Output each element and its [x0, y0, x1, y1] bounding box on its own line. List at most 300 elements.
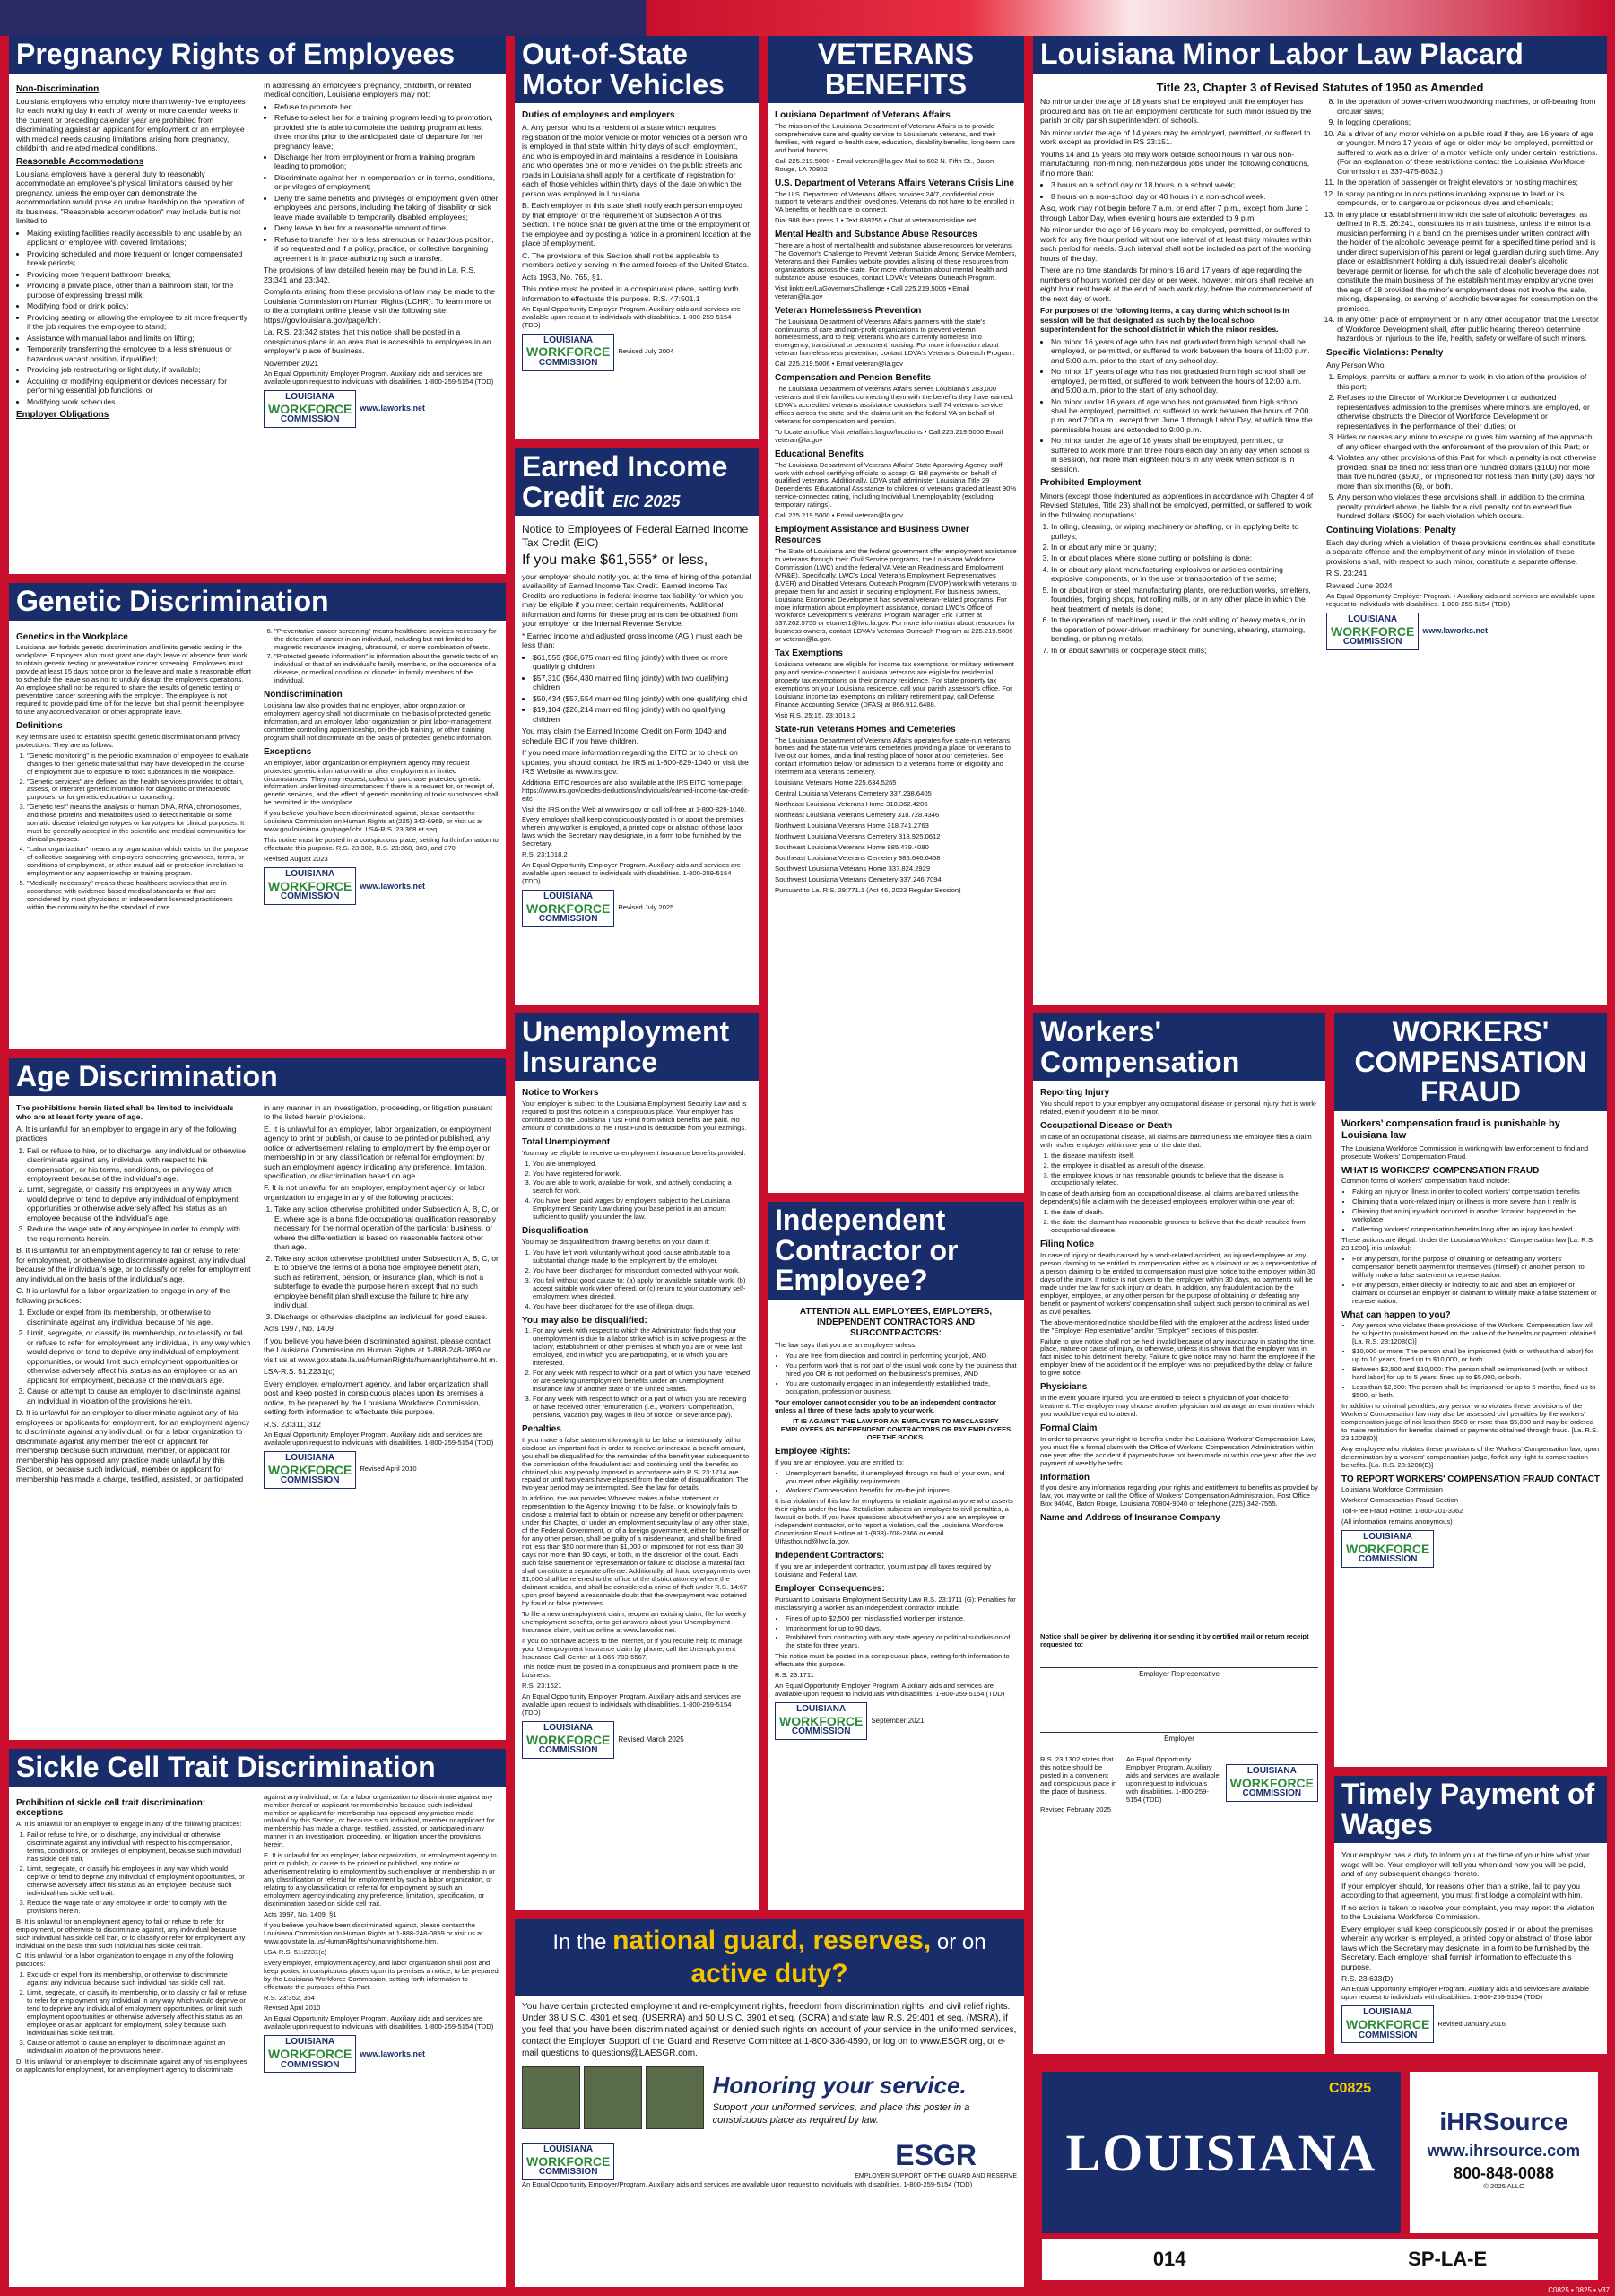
paragraph: There are a host of mental health and substance abuse resources for veterans. The Governor's Challenge to Prevent Veteran Suicide Among Service Members, Veterans and their Families website provides a listing of these resources from organizations across the state. For more information about mental health and substance abuse resources, contact LDVA's Veterans Outreach Program.: [775, 241, 1017, 282]
paragraph: Notice shall be given by delivering it or sending it by certified mail or return receipt requested to:: [1040, 1631, 1309, 1648]
section-title: Sickle Cell Trait Discrimination: [9, 1749, 506, 1787]
list-item: • Any person who violates these provisions of the Workers' Compensation law will be subject to punishment based on the value of the benefits or payment obtained. [La. R.S. 23:1208(C)]: [1352, 1322, 1600, 1346]
list-item: Louisiana Veterans Home 225.634.5265: [775, 778, 897, 787]
employer-representative-line: Employer Representative: [1040, 1667, 1318, 1678]
list-item: Northeast Louisiana Veterans Home 318.362.4206: [775, 800, 928, 809]
heading: Educational Benefits: [775, 448, 864, 459]
list-item: Southeast Louisiana Veterans Home 985.479.4080: [775, 843, 929, 852]
paragraph: This notice must be posted in a conspicuous place, setting forth information to effectuate this purpose. R.S. 47:501.1: [522, 284, 739, 303]
heading: U.S. Department of Veterans Affairs Veterans Crisis Line: [775, 178, 1014, 188]
contact-line: Toll-Free Fraud Hotline: 1-800-201-3362: [1341, 1507, 1463, 1516]
paragraph: Call 225.219.5006 • Email veteran@la.gov: [775, 360, 903, 369]
paragraph: Dial 988 then press 1 • Text 838255 • Chat at veteranscrisisline.net: [775, 216, 977, 225]
list-item: 1. Employs, permits or suffers a minor to work in violation of the provision of this part;: [1337, 372, 1600, 391]
list-item: 1. "Genetic monitoring" is the periodic examination of employees to evaluate changes to their genetic material that may have developed in the course of employment due to exposure to toxic substances in the workplace.: [27, 752, 251, 777]
contact-line: (All information remains anonymous): [1341, 1518, 1453, 1526]
paragraph: Any employee who violates these provisions of the Workers' Compensation law, upon determination by a workers' compensation judge, forfeit any right to compensation benefits. [La. R.S. 23:1208(E)]: [1341, 1444, 1600, 1469]
eoe-notice: An Equal Opportunity Employer Program. Auxiliary aids and services are available upon request to individuals with disabilities. 1-800-259-5154 (TDD): [1341, 1985, 1590, 2002]
list-item: 6. In the operation of machinery used in the cold rolling of heavy metals, or in the operation of power-driven machinery for punching, shearing, stamping, bending, or planing metals;: [1051, 615, 1314, 643]
list-item: Northwest Louisiana Veterans Cemetery 318.925.0612: [775, 832, 941, 841]
list-item: 3. For any week with respect to which or a part of which you are receiving or have received other remuneration (i.e., Workers' Compensation, pensions, vacation pay, wages in lieu of notice, or severance pay).: [533, 1396, 751, 1420]
version-code: C0825 • 0825 • v37: [1548, 2286, 1610, 2294]
list-item: 4. You have been paid wages by employers subject to the Louisiana Employment Security Law during your base period in an amount sufficient to qualify you under the law.: [533, 1197, 751, 1222]
paragraph: F. It is not unlawful for an employer, employment agency, or labor organization to engage in any of the following practices:: [264, 1183, 486, 1202]
paragraph: The State of Louisiana and the federal government offer employment assistance to veterans through their Civil Service programs, the Louisiana Workforce Commission (LWC) and the federal VA Veteran Readiness and Employment (VR&E). Specifically, LWC's Local Veterans Employment Representatives (LVER) and Disabled Veterans Outreach Program (DVOP) work with veterans to prepare them for and assist in securing employment. For business owners, Louisiana Economic Development has several veteran-related programs. For more information about employment assistance, contact LWC's Office of Workforce Development's Veterans' Program Manager Eric Turner at 337.262.5750 or eturner1@lwc.la.gov. For more information about resources for business owners, contact LDVA's Veterans Outreach Program at 225.219.5006 or veteran@la.gov.: [775, 546, 1017, 644]
national-guard-section: [515, 1919, 1024, 2287]
heading: Employment Assistance and Business Owner Resources: [775, 525, 969, 546]
paragraph: Acts 1997, No. 1409: [264, 1324, 334, 1334]
heading: WHAT IS WORKERS' COMPENSATION FRAUD: [1341, 1165, 1540, 1176]
list-item: • 8 hours on a non-school day or 40 hours in a non-school week.: [1051, 192, 1314, 201]
independent-contractor-section: [768, 1202, 1024, 1910]
lwc-logo: LOUISIANA WORKFORCE COMMISSION: [1226, 1760, 1318, 1807]
list-item: • Providing more frequent bathroom breaks;: [27, 270, 251, 279]
list-item: • Assistance with manual labor and limits on lifting;: [27, 334, 251, 343]
paragraph: Acts 1993, No. 765, §1.: [522, 272, 603, 282]
list-item: 14. In any other place of employment or in any other occupation that the Director of Workforce Development shall, after public hearing thereon determine hazardous or injurious to the life, health, safety or welfare of such minors.: [1337, 315, 1600, 343]
list-item: 3. Cause or attempt to cause an employer to discriminate against an individual in violation of the provisions herein.: [27, 2039, 251, 2056]
paragraph: If you believe you have been discriminated against, please contact the Louisiana Commission on Human Rights at (225) 342-6969, or visit us at www.gov.louisiana.gov/page/lchr. LSA-R.S. 23:368 et seq.: [264, 809, 483, 834]
paragraph: A. It is unlawful for an employer to engage in any of the following practices:: [16, 1124, 237, 1144]
paragraph: Complaints arising from these provisions of law may be made to the Louisiana Commission on Human Rights (LCHR). To learn more or to file a complaint online please visit the following site: https://gov.louisiana.gov/page/lchr.: [264, 287, 495, 325]
lwc-logo: LOUISIANA WORKFORCE COMMISSION Revised July 2004: [522, 334, 751, 371]
paragraph: R.S. 23:1018.2: [522, 850, 568, 859]
paragraph: Additional EITC resources are also available at the IRS EITC home page: https://www.irs.gov/credits-deductions/individuals/earned-income-tax-credit-eitc: [522, 778, 750, 803]
paragraph: A. Any person who is a resident of a state which requires registration of the motor vehicle or motor vehicles of a person who is employed in that state within thirty days of such employment, and who is employed in and maintains a residence in Louisiana and who operates one or more vehicles on the public streets and roads in Louisiana shall apply for a certificate of registration for each of those vehicles within thirty days of the date on which the person was employed in Louisiana.: [522, 123, 748, 198]
list-item: 2. "Genetic services" are defined as the health services provided to obtain, assess, or interpret genetic information for diagnostic or therapeutic purposes, or for genetic education or counseling.: [27, 778, 251, 803]
list-item: 1. the disease manifests itself.: [1051, 1152, 1318, 1161]
paragraph: If you are an independent contractor, you must pay all taxes required by Louisiana and Federal Law.: [775, 1561, 992, 1578]
paragraph: This notice must be posted in a conspicuous place, setting forth information to effectuate this purpose.: [775, 1652, 1010, 1669]
employer-line: Employer: [1040, 1732, 1318, 1743]
pregnancy-rights-section: [9, 36, 506, 574]
revision-date: Revised April 2010: [264, 2004, 321, 2013]
lwc-logo: LOUISIANA WORKFORCE COMMISSION www.laworks.net: [264, 2035, 499, 2073]
paragraph: Pursuant to Louisiana Employment Security Law R.S. 23:1711 (G): Penalties for misclassifying a worker as an independent contractor include:: [775, 1595, 1016, 1612]
list-item: • Deny the same benefits and privileges of employment given other employees and persons, including the taking of disability or sick leave made available to temporarily disabled employees;: [274, 194, 499, 222]
paragraph: Your employer cannot consider you to be an independent contractor unless all three of these facts apply to your work.: [775, 1398, 997, 1415]
esgr-logo: ESGR EMPLOYER SUPPORT OF THE GUARD AND RESERVE: [855, 2139, 1017, 2180]
subtitle: Title 23, Chapter 3 of Revised Statutes of 1950 as Amended: [1156, 80, 1484, 94]
paragraph: Pursuant to La. R.S. 29:771.1 (Act 46, 2023 Regular Session): [775, 885, 961, 894]
list-item: 2. For any week with respect to which or a part of which you have received or are seeking unemployment benefits under an unemployment insurance law of another state or the United States.: [533, 1370, 751, 1394]
paragraph: You should report to your employer any occupational disease or personal injury that is work-related, even if you deem it to be minor.: [1040, 1099, 1317, 1116]
heading: Formal Claim: [1040, 1422, 1098, 1433]
list-item: • Unemployment benefits, if unemployed through no fault of your own, and you meet other eligibility requirements.: [786, 1470, 1017, 1486]
workers-comp-fraud-section: [1334, 1013, 1607, 1767]
paragraph: Louisiana law forbids genetic discrimination and limits genetic testing in the workplace. Employers also must grant one day's leave of absence from work to obtain genetic testing or preventative cancer screening. Employees must provide at least 15 days notice prior to the leave and make a reasonable effort to schedule the leave so as not to unduly disrupt the employer's operations. An employee shall not be required to share the results of genetic testing or preventative cancer screening with the employer. The employee is not required to provide paid time off for the leave, but shall permit the employee to use any accrued vacation or other appropriate leave.: [16, 643, 252, 717]
eoe-notice: An Equal Opportunity Employer Program. Auxiliary aids and services are available upon request to individuals with disabilities. 1-800-259-5154 (TDD): [264, 370, 494, 387]
list-item: 12. In spray painting or in occupations involving exposure to lead or its compounds, or to dangerous or poisonous dyes and chemicals;: [1337, 189, 1600, 208]
earned-income-credit-section: [515, 448, 759, 1004]
list-item: 2. Limit, segregate, or classify his employees in any way which would deprive or tend to deprive any individual of employment opportunities, or otherwise adversely affect his status as an employee, because such individual has sickle cell trait.: [27, 1866, 251, 1898]
paragraph: R.S. 23:1711: [775, 1671, 814, 1680]
minor-labor-section: [1033, 36, 1607, 1004]
paragraph: Acts 1997, No. 1409, §1: [264, 1909, 337, 1918]
revision-date: Revised February 2025: [1040, 1805, 1111, 1814]
list-item: • Acquiring or modifying equipment or devices necessary for performing essential job functions; or: [27, 377, 251, 396]
paragraph: An employer, labor organization or employment agency may request protected genetic information with or after employment in limited circumstances. They may request, collect or purchase protected genetic information under limited circumstances if there is a request for, or receipt of, genetic services, and the effect of genetic monitoring of toxic substances shall be permitted in the workplace.: [264, 758, 499, 807]
section-title: Out-of-State Motor Vehicles: [515, 36, 759, 103]
contact-line: Louisiana Workforce Commission: [1341, 1485, 1443, 1494]
list-item: 9. In logging operations;: [1337, 117, 1600, 126]
paragraph: R.S. 23:352, 354: [264, 1993, 315, 2002]
paragraph: If you believe you have been discriminated against, please contact the Louisiana Commission on Human Rights at 1-888-248-0859 or visit us at www.gov.state.la.us/HumanRights/humanrightshome.ht m.: [264, 1335, 498, 1364]
paragraph: LSA-R.S. 51:2231(c): [264, 1947, 327, 1956]
eoe-notice: An Equal Opportunity Employer Program. • Auxiliary aids and services are available upon request to individuals with disabilities. 1-800-259-5154 (TDD): [1326, 592, 1595, 609]
genetic-discrimination-section: [9, 583, 506, 1049]
list-item: • Providing a private place, other than a bathroom stall, for the purpose of expressing breast milk;: [27, 281, 251, 300]
heading: Duties of employees and employers: [522, 110, 675, 121]
veterans-benefits-section: [768, 36, 1024, 1193]
list-item: • Less than $2,500: The person shall be imprisoned for up to 6 months, fined up to $500, or both.: [1352, 1384, 1600, 1400]
list-item: 3. the employee knows or has reasonable grounds to believe that the disease is occupationally related.: [1051, 1172, 1318, 1188]
list-item: 2. You have registered for work.: [533, 1170, 751, 1178]
list-item: 2. Limit, segregate, or classify its membership, or to classify or fail or refuse to refer for employment any individual in any way which would deprive or tend to deprive any individual of employment opportunities, or limit such employment opportunities or otherwise adversely affect his status as an employee or as an applicant for employment, solely because such individual has sickle cell trait.: [27, 1989, 251, 2038]
list-item: 7. In or about sawmills or cooperage stock mills;: [1051, 646, 1314, 655]
paragraph: The Louisiana Department of Veterans Affairs' State Approving Agency staff work with school certifying officials to accept GI Bill payments on behalf of qualified veterans. Additionally, LDVA staff administer Louisiana Title 29 Dependents' Educational Assistance to children of veterans graded at least 90% service-connected rating, including Individual Unemployability (excluding temporary ratings).: [775, 460, 1017, 509]
paragraph: Minors (except those indentured as apprentices in accordance with Chapter 4 of Revised Statutes, Title 23) shall not be employed, permitted, or suffered to work in the following occupations:: [1040, 491, 1314, 519]
paragraph: This notice must be posted in a conspicuous place, setting forth information to effectuate this purpose. R.S. 23:302, R.S. 23:368, 369, and 370: [264, 836, 499, 853]
paragraph: Visit R.S. 25:15, 23:1018.2: [775, 710, 856, 719]
paragraph: D. It is unlawful for an employer to discriminate against any of his employees or applicants for employment, for an employment agency to discriminate against any individual, or for a labor organization to discriminate against any member thereof or applicant for membership because such individual, member or applicant for membership has opposed any practice made unlawful by this Section, or because such individual, member or applicant for membership has made a charge, testified, assisted, or participated in any manner in an investigation, proceeding, or litigation under the provisions herein.: [16, 1792, 495, 2074]
paragraph: You may be eligible to receive unemployment insurance benefits provided:: [522, 1148, 746, 1157]
list-item: • $10,000 or more: The person shall be imprisoned (with or without hard labor) for up to 10 years, fined up to $10,000, or both.: [1352, 1348, 1600, 1364]
list-item: 10. As a driver of any motor vehicle on a public road if they are 16 years of age or younger. Minors 17 years of age or older may be employed, permitted or suffered to work as a driver of a motor vehicle only under certain restrictions. (For an explanation of these restrictions contact the Louisiana Workforce Commission at 337-475-8032.): [1337, 129, 1600, 176]
heading: Reasonable Accommodations: [16, 156, 144, 167]
list-item: • No minor 17 years of age who has not graduated from high school shall be employed, permitted, or suffered to work between the hours of 12:00 a.m. and 5:00 a.m. prior to the start of any school day.: [1051, 367, 1314, 395]
paragraph: Every employer, employment agency, and labor organization shall post and keep posted in conspicuous places upon its premises a notice, to be prepared by the Louisiana Workforce Commission, setting forth information to effectuate the purposes of this Part.: [264, 1958, 499, 1991]
paragraph: To file a new unemployment claim, reopen an existing claim, file for weekly unemployment benefits, or to get answers about your Unemployment Insurance claim, visit us online at www.laworks.net.: [522, 1609, 747, 1634]
list-item: • Providing scheduled and more frequent or longer compensated break periods;: [27, 249, 251, 268]
heading: Employee Rights:: [775, 1446, 851, 1457]
revision-date: Revised August 2023: [264, 855, 328, 864]
paragraph: E. It is unlawful for an employer, labor organization, or employment agency to print or publish, or cause to be printed or published, any notice or advertisement relating to employment by such employer or membership in or any classification or referral for employment by such a labor organization, or relating to any classification or referral for employment by such an employment agency indicating any preference, limitation, specification, or discrimination based on sickle cell trait.: [264, 1851, 497, 1908]
list-item: 1. Take any action otherwise prohibited under Subsection A, B, C, or E, where age is a bona fide occupational qualification reasonably necessary for the normal operation of the particular business, or where the differentiation is based on reasonable factors other than age.: [274, 1205, 499, 1251]
out-of-state-vehicles-section: [515, 36, 759, 439]
list-item: • Discriminate against her in compensation or in terms, conditions, or privileges of employment;: [274, 173, 499, 192]
list-item: 3. Hides or causes any minor to escape or gives him warning of the approach of any officer charged with the enforcement of the provision of this Part; or: [1337, 432, 1600, 451]
lwc-logo: LOUISIANA WORKFORCE COMMISSION www.laworks.net: [264, 867, 499, 905]
section-title: Age Discrimination: [9, 1058, 506, 1096]
paragraph: The above-mentioned notice should be filed with the employer at the address listed under the "Employer Representative" and/or "Employer" sections of this poster.: [1040, 1318, 1310, 1335]
list-item: • Refuse to select her for a training program leading to promotion, provided she is able to complete the training program at least three months prior to the anticipated date of departure for her pregnancy leave;: [274, 113, 499, 151]
list-item: 13. In any place or establishment in which the sale of alcoholic beverages, as defined in R.S. 26:241, constitutes its main business, unless the minor is a musician performing in a band on the premises under written contract with the holder of the alcoholic beverage permit for a specified time period and is under direct supervision of his parent or legal guardian during such time. Any place or establishment holding a duly issued retail dealer's alcoholic beverage permit or license, for which the sale of alcoholic beverage does not constitute the main business of the establishment may employ anyone over the age of 18 provided the minor's employment does not involve the sale, mixing, dispensing, or serving of alcoholic beverages for consumption on the premises.: [1337, 210, 1600, 313]
heading: Prohibited Employment: [1040, 478, 1142, 489]
list-item: 3. Reduce the wage rate of any employee in order to comply with the requirements herein.: [27, 1224, 251, 1243]
paragraph: The Louisiana Department of Veterans Affairs serves Louisiana's 283,000 veterans and their families connecting them with the benefits they have earned. LDVA's accredited veterans assistance counselors staff 74 veterans service offices across the state and the claims unit on the federal VA on behalf of veterans for compensation and pension.: [775, 385, 1014, 425]
eoe-notice: An Equal Opportunity Employer Program. Auxiliary aids and services are available upon request to individuals with disabilities. 1-800-259-5154 (TDD): [522, 861, 741, 886]
list-item: 5. "Medically necessary" means those healthcare services that are in accordance with evidence-based medical standards or that are considered by most physicians or independent licensed practitioners within the community to be the standard of care.: [27, 880, 251, 912]
heading: Exceptions: [264, 746, 312, 757]
list-item: • Providing job restructuring or light duty, if available;: [27, 365, 251, 374]
heading: Non-Discrimination: [16, 83, 100, 94]
paragraph: If no action is taken to resolve your complaint, you may report the violation to the Louisiana Workforce Commission.: [1341, 1902, 1595, 1922]
section-title: Earned Income Credit EIC 2025: [515, 448, 759, 516]
list-item: 1. For any week with respect to which the Administrator finds that your unemployment is due to a labor strike which is in active progress at the factory, establishment or other premises at which you are or were last employed, and in which you are participating, or in which you are interested.: [533, 1327, 751, 1368]
list-item: 3. "Genetic test" means the analysis of human DNA, RNA, chromosomes, and those proteins and metabolites used to detect heritable or some somatic disease related genotypes or karyotypes for clinical purposes. It must be generally accepted in the scientific and medical communities for clinical purposes.: [27, 804, 251, 844]
list-item: 1. the date of death.: [1051, 1209, 1318, 1217]
eoe-notice: An Equal Opportunity Employer Program. Auxiliary aids and services are available upon request to individuals with disabilities. 1-800-259-5154 (TDD): [522, 1692, 741, 1718]
heading: Compensation and Pension Benefits: [775, 373, 931, 384]
paragraph: Visit the IRS on the Web at www.irs.gov or call toll-free at 1-800-829-1040.: [522, 804, 747, 813]
section-title: VETERANS BENEFITS: [768, 36, 1024, 103]
heading: Penalties: [522, 1423, 561, 1434]
paragraph: Every employer, employment agency, and labor organization shall post and keep posted in conspicuous places upon its premises a notice, to be prepared by the Louisiana Workforce Commission, setting forth information to effectuate this purpose.: [264, 1378, 489, 1417]
list-item: • Deny leave to her for a reasonable amount of time;: [274, 223, 499, 232]
paragraph: Failure to give notice shall not be held invalid because of any inaccuracy in stating the time, place, nature or cause of injury, or otherwise, unless it is shown that the employer was in fact misled to his detriment thereby. Failure to give notice may not harm the employee if the employer knew of the accident or if the employer was not prejudiced by the delay or failure to give notice.: [1040, 1336, 1315, 1378]
list-item: • Modifying food or drink policy;: [27, 301, 251, 310]
list-item: • For any person, either directly or indirectly, to aid and abet an employer or claimant or counsel an employer or claimant to willfully make a false statement or representation.: [1352, 1282, 1600, 1306]
paragraph: Louisiana employers have a general duty to reasonably accommodate an employee's physical limitations caused by her pregnancy, unless the employer can demonstrate the accommodation would pose an undue hardship on the operation of its business. "Reasonable accommodation" may include but is not limited to:: [16, 169, 245, 226]
paragraph: In addressing an employee's pregnancy, childbirth, or related medical condition, Louisiana employers may not:: [264, 80, 472, 100]
heading: Definitions: [16, 720, 63, 731]
paragraph: There are no time standards for minors 16 and 17 years of age regarding the numbers of hours worked per day or per week, however, minors shall receive an eight hour rest break at the end of each work day, before the commencement of the next day of work.: [1040, 265, 1314, 303]
list-item: • Modifying work schedules.: [27, 397, 251, 406]
honor-headline: Honoring your service.: [712, 2071, 967, 2099]
paragraph: D. It is unlawful for an employer to discriminate against any of his employees or applicants for employment, for an employment agency to discriminate against any individual, or for a labor organization to discriminate against any member thereof or applicant for membership because such individual, member, or applicant for membership has opposed any practice made unlawful by this Section, or because such individual, member or applicant for membership has made a charge, testified, assisted, or participated in any manner in an investigation, proceeding, or litigation pursuant to the listed herein provisions.: [16, 1102, 493, 1483]
list-item: 3. In or about places where stone cutting or polishing is done;: [1051, 553, 1314, 562]
list-item: Northwest Louisiana Veterans Home 318.741.2763: [775, 822, 929, 831]
section-title: Genetic Discrimination: [9, 583, 506, 621]
list-item: 3. Cause or attempt to cause an employer to discriminate against an individual in violation of the provisions herein.: [27, 1387, 251, 1405]
paragraph: Call 225.219.5000 • Email veteran@la.gov Mail to 602 N. Fifth St., Baton Rouge, LA 70802: [775, 156, 994, 173]
list-item: • Refuse to promote her;: [274, 102, 499, 111]
paragraph: If you make $61,555* or less,: [522, 552, 708, 569]
list-item: 1. You have left work voluntarily without good cause attributable to a substantial change made to the employment by the employer.: [533, 1249, 751, 1265]
poster-number: 014: [1152, 2248, 1186, 2270]
list-item: • $61,555 ($68,675 married filing jointly) with three or more qualifying children: [533, 653, 751, 672]
paragraph: Any Person Who:: [1326, 360, 1386, 370]
paragraph: The law says that you are an employee unless:: [775, 1341, 917, 1350]
section-title: Unemployment Insurance: [515, 1013, 759, 1081]
list-item: • Prohibited from contracting with any state agency or political subdivision of the state for three years.: [786, 1634, 1017, 1650]
heading: Physicians: [1040, 1382, 1088, 1393]
paragraph: R.S. 23:311, 312: [264, 1419, 321, 1429]
list-item: • Fines of up to $2,500 per misclassified worker per instance.: [786, 1615, 1017, 1623]
paragraph: LSA-R.S. 51:2231(c): [264, 1367, 335, 1377]
list-item: 1. Exclude or expel from its membership, or otherwise to discriminate against any individual because such individual has sickle cell trait.: [27, 1971, 251, 1987]
list-item: Central Louisiana Veterans Cemetery 337.238.6405: [775, 789, 932, 798]
list-item: • Refuse to transfer her to a less strenuous or hazardous position, if so requested and if a policy, practice, or collective bargaining agreement is in place authorizing such a transfer.: [274, 235, 499, 263]
list-item: Southwest Louisiana Veterans Home 337.824.2929: [775, 864, 931, 873]
paragraph: This notice must be posted in a conspicuous and prominent place in the business.: [522, 1663, 739, 1680]
heading: Filing Notice: [1040, 1239, 1094, 1250]
national-guard-banner: In the national guard, reserves, or on active duty?: [515, 1919, 1024, 1996]
paragraph: your employer should notify you at the time of hiring of the potential availability of Earned Income Tax Credit. Earned Income Tax Credits are reductions in federal income tax liability for which you may be eligible if you meet certain requirements. Additional information and forms for these programs can be obtained from your employer or the Internal Revenue Service.: [522, 571, 751, 629]
heading: Specific Violations: Penalty: [1326, 347, 1444, 358]
list-item: • Making existing facilities readily accessible to and usable by an applicant or employee with covered limitations;: [27, 229, 251, 248]
list-item: • $57,310 ($64,430 married filing jointly) with two qualifying children: [533, 674, 751, 692]
lwc-logo: LOUISIANA WORKFORCE COMMISSION www.laworks.net: [1326, 613, 1600, 650]
heading: Information: [1040, 1472, 1090, 1483]
list-item: 5. Any person who violates these provisions shall, in addition to the criminal penalty provided above, be liable for a civil penalty not to exceed five hundred dollars ($500) for each violation which occurs.: [1337, 492, 1600, 520]
paragraph: Also, work may not begin before 7 a.m. or end after 7 p.m., except from June 1 through Labor Day, when evening hours are extended to 9 p.m.: [1040, 204, 1309, 222]
paragraph: B. It is unlawful for an employment agency to fail or refuse to refer for employment, or otherwise to discriminate against, any individual because of the individual's age, or to classify or refer for employment any individual on the basis of the individual's age.: [16, 1246, 251, 1283]
paragraph: In addition, the law provides Whoever makes a false statement or representation to the Agency knowing it to be false, or knowingly fails to disclose a material fact to obtain or increase any benefit or other payment under this Chapter, or under an employment security law of any other state, of the Federal Government, or of a foreign government, either for himself or for any other person, shall be guilty of a misdemeanor, and shall be fined not less than $50 nor more than $1,000 or imprisoned for not less than 30 days nor more than 90 days, or both, in the discretion of the court. Each such false statement or representation or failure to disclose a material fact shall constitute a separate offense. Additionally, all fraud overpayments over $1,000 shall be referred to the office of the district attorney where the claimant resides, and shall be considered a crime of theft under R.S. 14:67 upon proof beyond a reasonable doubt that the overpayment was obtained by fraud or false pretenses.: [522, 1494, 751, 1607]
heading: Veteran Homelessness Prevention: [775, 305, 922, 316]
list-item: 4. In or about any plant manufacturing explosives or articles containing explosive components, or in the use or transportation of the same;: [1051, 565, 1314, 584]
paragraph: You may be disqualified from drawing benefits on your claim if:: [522, 1238, 710, 1247]
list-item: • You are customarily engaged in an independently established trade, occupation, profession or business.: [786, 1380, 1017, 1396]
revision-date: Revised June 2024: [1326, 580, 1393, 590]
list-item: • Collecting workers' compensation benefits long after an injury has healed: [1352, 1226, 1600, 1234]
list-item: 11. In the operation of passenger or freight elevators or hoisting machines;: [1337, 178, 1600, 187]
paragraph: Every employer shall keep conspicuously posted in or about the premises wherein any worker is employed, a printed copy or abstract of those labor laws which the Secretary may designate, in a form to be furnished by the Secretary.: [522, 815, 744, 848]
lwc-logo: LOUISIANA WORKFORCE COMMISSION Revised March 2025: [522, 1721, 751, 1759]
paragraph: Every employer shall keep conspicuously posted in or about the premises wherein any worker is employed, a printed copy or abstract of those labor laws which the Secretary may designate, in a form to be furnished by the Secretary. Each employer shall furnish information to effectuate this purpose.: [1341, 1924, 1593, 1971]
paragraph: The prohibitions herein listed shall be limited to individuals who are at least forty years of age.: [16, 1102, 234, 1122]
section-title: Independent Contractor or Employee?: [768, 1202, 1024, 1300]
paragraph: Notice to Employees of Federal Earned Income Tax Credit (EIC): [522, 523, 749, 549]
ihrsource-logo: iHRSource www.ihrsource.com 800-848-0088 © 2025 ALLC: [1410, 2072, 1598, 2233]
section-title: Workers' Compensation: [1033, 1013, 1325, 1081]
heading: Nondiscrimination: [264, 690, 343, 700]
soldier-photo: [646, 2066, 704, 2129]
list-item: 2. In or about any mine or quarry;: [1051, 543, 1314, 552]
lwc-logo: LOUISIANA WORKFORCE COMMISSION: [522, 2143, 614, 2180]
poster-label: [1033, 2063, 1607, 2287]
eoe-notice: An Equal Opportunity Employer/Program. Auxiliary aids and services are available upon request to individuals with disabilities. 1-800-259-5154 (TDD): [522, 2179, 973, 2188]
paragraph: In case of death arising from an occupational disease, all claims are barred unless the dependent(s) file a claim with the deceased employee's employer within one year of:: [1040, 1189, 1299, 1206]
list-item: 2. the employee is disabled as a result of the disease.: [1051, 1162, 1318, 1170]
list-item: 3. You fail without good cause to: (a) apply for available suitable work, (b) accept suitable work when offered, or (c) return to your customary self-employment when directed.: [533, 1277, 751, 1301]
list-item: • You are free from direction and control in performing your job, AND: [786, 1352, 1017, 1361]
heading: State-run Veterans Homes and Cemeteries: [775, 724, 956, 735]
heading: Tax Exemptions: [775, 648, 843, 659]
state-name: LOUISIANA: [1042, 2072, 1401, 2233]
lwc-logo: LOUISIANA WORKFORCE COMMISSION: [1341, 1530, 1600, 1568]
heading: Employer Consequences:: [775, 1583, 885, 1594]
paragraph: In order to preserve your right to benefits under the Louisiana Workers' Compensation Law, you must file a formal claim with the Office of Workers' Compensation Administration within one year after the accident if payments have not been made or within one year after the last payment of weekly benefits.: [1040, 1434, 1317, 1467]
list-item: • Discharge her from employment or from a training program leading to promotion;: [274, 152, 499, 171]
list-item: 2. the date the claimant has reasonable grounds to believe that the death resulted from occupational disease.: [1051, 1219, 1318, 1235]
paragraph: The Louisiana Department of Veterans Affairs operates five state-run veterans homes and the state-run veterans cemeteries providing a place for veterans to live out our homes, and a final resting place of honor at our cemeteries. See contact information below for admission to a veterans home or eligibility and interment at a veterans cemetery.: [775, 735, 1011, 777]
heading: TO REPORT WORKERS' COMPENSATION FRAUD CONTACT: [1341, 1474, 1600, 1484]
soldier-photo: [522, 2066, 580, 2129]
paragraph: Common forms of workers' compensation fraud include:: [1341, 1177, 1510, 1186]
list-item: 2. Limit, segregate, or classify his employees in any way which would deprive or tend to deprive any individual of employment opportunities or otherwise adversely affect his status as an employee because of the individual's age.: [27, 1185, 251, 1222]
paragraph: If you desire any information regarding your rights and entitlement to benefits as provided by law, you may write or call the Office of Workers' Compensation Administration, Post Office Box 94040, Baton Rouge, Louisiana 70804-9040 or telephone (225) 342-7555.: [1040, 1483, 1318, 1509]
paragraph: No minor under the age of 18 years shall be employed until the employer has procured and has on file an employment certificate for such minor issued by the parish or city parish superintendent of schools.: [1040, 97, 1312, 126]
list-item: 4. You have been discharged for the use of illegal drugs.: [533, 1303, 751, 1311]
list-item: Northeast Louisiana Veterans Cemetery 318.728.4346: [775, 811, 940, 820]
heading: Genetics in the Workplace: [16, 631, 128, 642]
list-item: 6. "Preventative cancer screening" means healthcare services necessary for the detection of cancer in an individual, including but not limited to magnetic resonance imaging, ultrasound, or some combination of tests.: [274, 628, 499, 652]
poster-sku: SP-LA-E: [1408, 2248, 1488, 2270]
list-item: • Claiming that an injury which occurred in another location happened in the workplace: [1352, 1208, 1600, 1224]
paragraph: Key terms are used to establish specific genetic discrimination and privacy protections. They are as follows:: [16, 732, 240, 749]
contact-line: Workers' Compensation Fraud Section: [1341, 1496, 1459, 1505]
paragraph: In case of injury or death caused by a work-related accident, an injured employee or any person claiming to be entitled to compensation either as a claimant or as a representative of a person claiming to be entitled to compensation must give notice to the employer within 30 days of the injury. If notice is not given to the employer within 30 days, no payments will be made under the law for such injury or death. In addition, any fraudulent action by the employer, employee, or any other person for the purpose of obtaining or defeating any benefit or payment of workers' compensation shall subject such person to criminal as well as civil penalties.: [1040, 1250, 1317, 1316]
paragraph: Louisiana veterans are eligible for income tax exemptions for military retirement pay and service-connected Louisiana veterans are eligible for residential property tax exemptions on their primary residence. For state property tax exemptions on your Louisiana residence, call your parish assessor's office. For Louisiana income tax exemptions on military retirement pay, call Defense Finance Accounting Service (DFAS) at 866.912.6488.: [775, 660, 1014, 709]
list-item: 2. Refuses to the Director of Workforce Development or authorized representatives admission to the premises where minors are employed, or otherwise obstructs the Director of Workforce Development or representatives in the performance of their duties; or: [1337, 393, 1600, 430]
paragraph: IT IS AGAINST THE LAW FOR AN EMPLOYER TO MISCLASSIFY EMPLOYEES AS INDEPENDENT CONTRACTORS OR PAY EMPLOYEES OFF THE BOOKS.: [780, 1416, 1012, 1441]
paragraph: These actions are illegal. Under the Louisiana Workers' Compensation law [La. R.S. 23:1208], it is unlawful:: [1341, 1236, 1594, 1252]
soldier-photo: [584, 2066, 642, 2129]
list-item: 3. Reduce the wage rate of any employee in order to comply with the provisions herein.: [27, 1900, 251, 1916]
list-item: • Claiming that a work-related injury or illness is more severe than it really is: [1352, 1198, 1600, 1206]
heading: Total Unemployment: [522, 1136, 611, 1147]
paragraph: Visit linktr.ee/LaGovernorsChallenge • Call 225.219.5006 • Email veteran@la.gov: [775, 283, 970, 300]
list-item: 1. You are unemployed.: [533, 1161, 751, 1169]
list-item: 1. Fail or refuse to hire, or to discharge, any individual or otherwise discriminate against any individual with respect to his compensation, terms, conditions, or privileges of employment, because such individual has sickle cell trait.: [27, 1831, 251, 1864]
paragraph: If your employer should, for reasons other than a strike, fail to pay you according to that agreement, you must first lodge a complaint with him.: [1341, 1881, 1583, 1900]
list-item: • No minor 16 years of age who has not graduated from high school shall be employed, or permitted, or suffered to work between the hours of 11:00 p.m. and 5:00 a.m. prior to the start of any school day.: [1051, 337, 1314, 365]
paragraph: * Earned income and adjusted gross income (AGI) must each be less than:: [522, 631, 742, 650]
paragraph: Louisiana law also provides that no employer, labor organization or employment agency shall not discriminate on the basis of protected genetic information, and an employer, labor organization or joint labor-management committee controlling apprenticeship, on-the-job training, or other training program shall not discriminate on the basis of protected genetic information.: [264, 701, 492, 742]
paragraph: Youths 14 and 15 years old may work outside school hours in various non-manufacturing, non-mining, non-hazardous jobs under the following conditions, if no more than:: [1040, 149, 1310, 178]
paragraph: If you believe you have been discriminated against, please contact the Louisiana Commission on Human Rights at 1-888-248-0859 or visit us at www.gov.state.la.us/HumanRights/humanrightshome.htm.: [264, 1920, 483, 1945]
lwc-logo: LOUISIANA WORKFORCE COMMISSION Revised July 2025: [522, 890, 751, 927]
heading: You may also be disqualified:: [522, 1315, 647, 1326]
paragraph: R.S. 23:633(D): [1341, 1974, 1394, 1983]
paragraph: B. Each employer in this state shall notify each person employed by that employer of the requirement of Subsection A of this Section. The notice shall be given at the time of the employment of the employee and by posting a notice in a prominent location at the place of employment.: [522, 201, 751, 248]
list-item: Southeast Louisiana Veterans Cemetery 985.646.6458: [775, 853, 941, 862]
paragraph: In addition to criminal penalties, any person who violates these provisions of the Workers' Compensation law may also be assessed civil penalties by the workers' compensation judge of not less than $500 or more than $5,000 and may be ordered to make restitution for benefits claimed or payments obtained through fraud. [La. R.S. 23:1208(D)]: [1341, 1402, 1599, 1442]
age-discrimination-section: [9, 1058, 506, 1740]
paragraph: The U.S. Department of Veterans Affairs provides 24/7, confidential crisis support to veterans and their loved ones. Veterans do not have to be enrolled in VA benefits or health care to connect.: [775, 189, 1015, 214]
list-item: • Workers' Compensation benefits for on-the-job injuries.: [786, 1487, 1017, 1495]
paragraph: Call 225.219.5000 • Email veteran@la.gov: [775, 511, 903, 520]
list-item: • Imprisonment for up to 90 days.: [786, 1625, 1017, 1633]
paragraph: If you are an employee, you are entitled to:: [775, 1457, 904, 1466]
list-item: • $19,104 ($26,214 married filing jointly) with no qualifying children: [533, 705, 751, 724]
paragraph: B. It is unlawful for an employment agency to fail or refuse to refer for employment, or otherwise to discriminate against, any individual because such individual has sickle cell trait, or to classify or refer for employment any individual on the basis that such individual has sickle cell trait.: [16, 1917, 246, 1950]
lwc-logo: LOUISIANA WORKFORCE COMMISSION Revised April 2010: [264, 1451, 499, 1489]
section-title: Pregnancy Rights of Employees: [9, 36, 506, 74]
list-item: 3. Discharge or otherwise discipline an individual for good cause.: [274, 1312, 499, 1321]
paragraph: Your employer has a duty to inform you at the time of your hire what your wage will be. Your employer will tell you when and how you will be paid, and of any subsequent changes thereto.: [1341, 1850, 1590, 1879]
heading: Prohibition of sickle cell trait discrimination; exceptions: [16, 1797, 206, 1819]
paragraph: Louisiana employers who employ more than twenty-five employees for each working day in each of twenty or more calendar weeks in the current or preceding calendar year are prohibited from discriminating against an applicant for employment or an employee with medical needs causing limitations arising from pregnancy, childbirth, and related medical conditions.: [16, 96, 246, 153]
paragraph: If you make a false statement knowing it to be false or intentionally fail to disclose an important fact in order to receive or increase a benefit amount, you shall be disqualified for the remainder of the benefit year subsequent to the commission of the fraudulent act and continuing until the benefits so obtained plus any penalty imposed in accordance with R.S. 23:1714 are repaid or until two years have elapsed from the date of disqualification. The two-year period may be interrupted. See the law for details.: [522, 1435, 750, 1492]
list-item: • For any person, for the purpose of obtaining or defeating any workers' compensation benefit payment for themselves (himself) or another person, to willfully make a false statement or representation.: [1352, 1256, 1600, 1280]
list-item: 2. Take any action otherwise prohibited under Subsection A, B, C, or E to observe the terms of a bona fide employee benefit plan, such as retirement, pension, or insurance plan, which is not a subterfuge to evade the purpose herein except that no such employee benefit plan shall excuse the failure to hire any individual.: [274, 1254, 499, 1310]
list-item: • $50,434 ($57,554 married filing jointly) with one qualifying child: [533, 694, 751, 703]
heading: Occupational Disease or Death: [1040, 1120, 1173, 1131]
paragraph: In the event you are injured, you are entitled to select a physician of your choice for treatment. The employer may choose another physician and arrange an examination which you would be required to attend.: [1040, 1394, 1315, 1418]
section-title: Timely Payment of Wages: [1334, 1776, 1607, 1843]
sickle-cell-section: [9, 1749, 506, 2287]
workers-compensation-section: [1033, 1013, 1325, 2054]
paragraph: You have certain protected employment and re-employment rights, freedom from discrimination rights, and civil relief rights. Under 38 U.S.C. 4301 et seq. (USERRA) and 50 U.S.C. 3901 et seq. (SCRA) and state law R.S. 29:401 et seq. (MSRA), if you feel that you have been discriminated against or denied such rights on account of your service in the uniformed services, contact the Employer Support of the Guard and Reserve Committee at 1-800-336-4590, or log on to www.ESGR.org, or e-mail questions to questions@LAESGR.com.: [522, 2002, 1017, 2059]
paragraph: You may claim the Earned Income Credit on Form 1040 and schedule EIC if you have children.: [522, 726, 727, 745]
paragraph: Support your uniformed services, and place this poster in a conspicuous place as required by law.: [712, 2102, 970, 2126]
paragraph: A. It is unlawful for an employer to engage in any of the following practices:: [16, 1820, 242, 1829]
heading: Notice to Workers: [522, 1088, 599, 1099]
revision-date: November 2021: [264, 358, 319, 368]
paragraph: The provisions of law detailed herein may be found in La. R.S. 23:341 and 23:342.: [264, 265, 476, 284]
eoe-notice: An Equal Opportunity Employer Program. Auxiliary aids and services are available upon request to individuals with disabilities. 1-800-259-5154 (TDD): [264, 2014, 494, 2031]
heading: What can happen to you?: [1341, 1309, 1451, 1320]
heading: Name and Address of Insurance Company: [1040, 1513, 1220, 1524]
paragraph: R.S. 23:241: [1326, 569, 1368, 578]
list-item: 7. "Protected genetic information" is information about the genetic tests of an individual or that of an individual's family members, or the occurrence of a disease, or medical condition or disorder in family members of the individual.: [274, 653, 499, 685]
list-item: 2. You have been discharged for misconduct connected with your work.: [533, 1267, 751, 1275]
list-item: • You perform work that is not part of the usual work done by the business that hired you OR is not performed on the business's premises, AND: [786, 1362, 1017, 1378]
heading: Louisiana Department of Veterans Affairs: [775, 110, 951, 121]
heading: Reporting Injury: [1040, 1088, 1110, 1099]
eoe-notice: An Equal Opportunity Employer Program. Auxiliary aids and services are available upon request to individuals with disabilities. 1-800-259-5154 (TDD): [522, 305, 741, 329]
paragraph: Each day during which a violation of these provisions continues shall constitute a separate offense and the employment of any minor in violation of these provisions shall, with respect to such minor, constitute a separate offense.: [1326, 537, 1596, 566]
eoe-notice: An Equal Opportunity Employer Program. Auxiliary aids and services are available upon request to individuals with disabilities. 1-800-259-5154 (TDD): [264, 1431, 494, 1448]
paragraph: C. It is unlawful for a labor organization to engage in any of the following practices:: [16, 1286, 230, 1305]
paragraph: R.S. 23:1302 states that this notice should be posted in a convenient and conspicuous place in the place of business.: [1040, 1754, 1117, 1796]
eoe-notice: An Equal Opportunity Employer Program. Auxiliary aids and services are available upon request to individuals with disabilities. 1-800-259-5154 (TDD): [1125, 1754, 1220, 1804]
paragraph: No minor under the age of 16 years may be employed, permitted, or suffered to work for any five hour period without one interval of at least thirty minutes within such period for meals. Such interval shall not be included as part of the working hours of the day.: [1040, 225, 1312, 263]
paragraph: For purposes of the following items, a day during which school is in session will be that designated as such by the local school superintendent for the school district in which the minor resides.: [1040, 306, 1289, 335]
